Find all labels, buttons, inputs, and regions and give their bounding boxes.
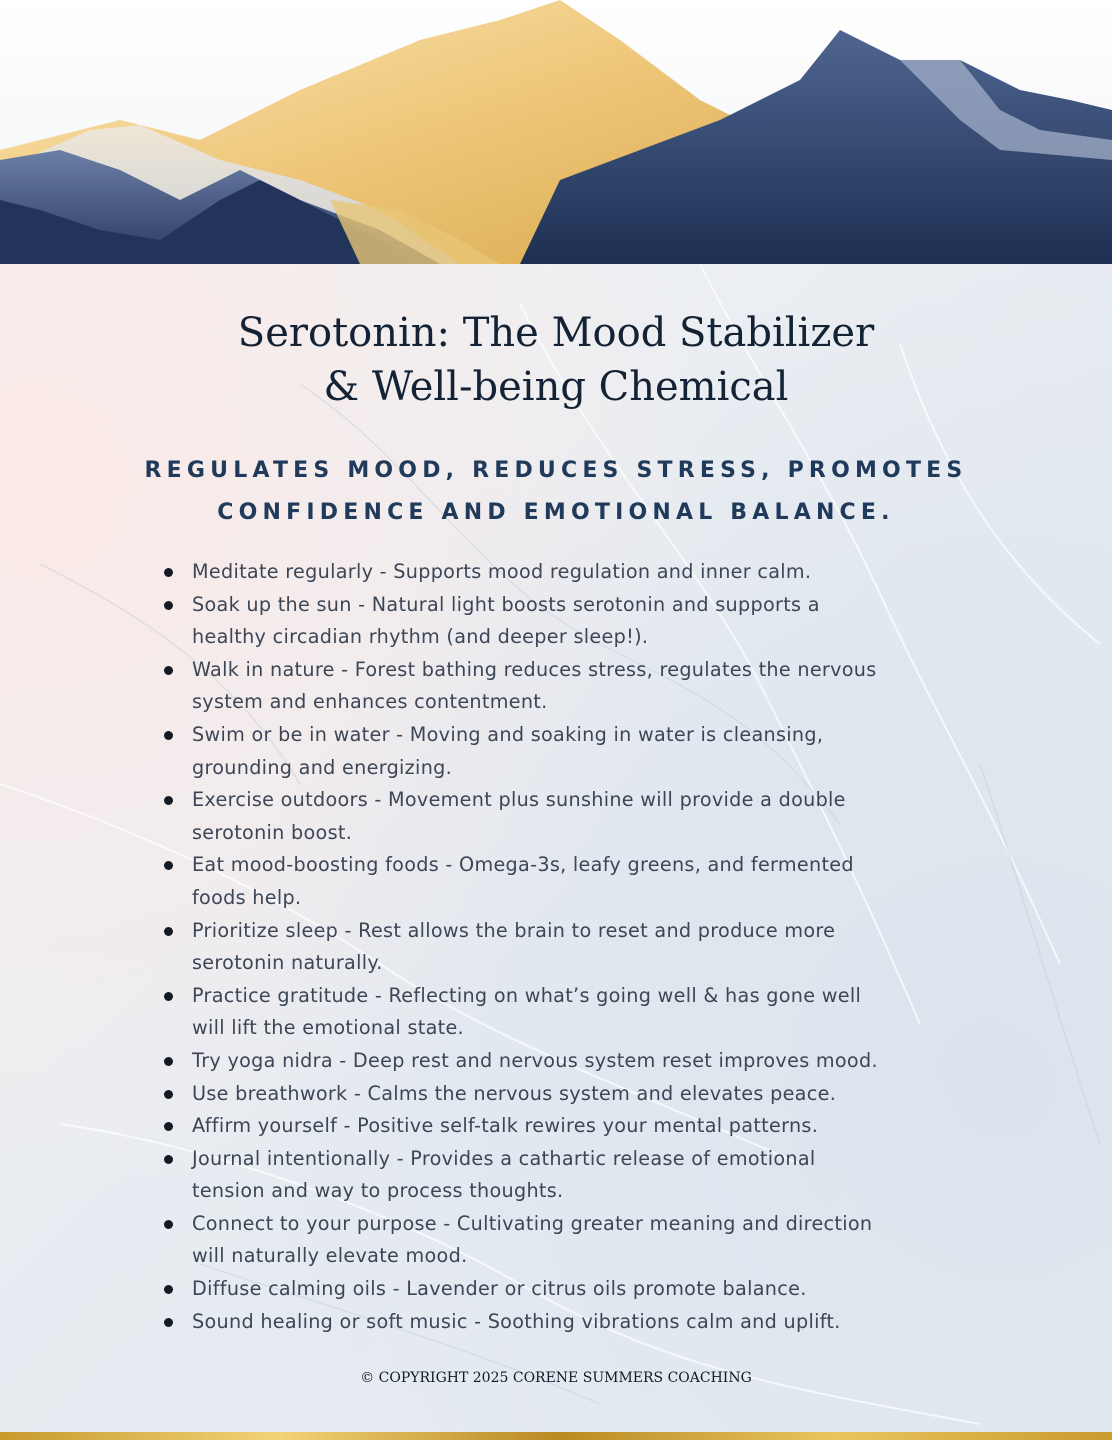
subtitle-line-2: CONFIDENCE AND EMOTIONAL BALANCE.	[217, 500, 895, 525]
bullet-dot-icon	[164, 1122, 173, 1131]
subtitle-tagline	[100, 450, 1012, 534]
bullet-dot-icon	[164, 992, 173, 1001]
list-item	[164, 654, 1014, 719]
gold-foil-border	[0, 1432, 1112, 1440]
title-line-2: & Well-being Chemical	[323, 364, 789, 410]
list-item-text-line: system and enhances contentment.	[192, 690, 548, 714]
list-item-text-line: Soak up the sun - Natural light boosts serotonin and supports a	[192, 592, 820, 616]
list-item	[164, 556, 1014, 589]
list-item-text-line: Try yoga nidra - Deep rest and nervous system reset improves mood.	[192, 1048, 878, 1072]
list-item-text-line: Exercise outdoors - Movement plus sunshine will provide a double	[192, 788, 846, 812]
list-item-text-line: Swim or be in water - Moving and soaking in water is cleansing,	[192, 722, 824, 746]
bullet-dot-icon	[164, 1057, 173, 1066]
bullet-dot-icon	[164, 1220, 173, 1229]
bullet-dot-icon	[164, 927, 173, 936]
copyright-footer: © COPYRIGHT 2025 CORENE SUMMERS COACHING	[360, 1370, 752, 1386]
list-item	[164, 1078, 1014, 1111]
list-item-text-line: grounding and energizing.	[192, 755, 453, 779]
bullet-dot-icon	[164, 1285, 173, 1294]
list-item-text-line: tension and way to process thoughts.	[192, 1179, 564, 1203]
list-item	[164, 1208, 1014, 1273]
list-item	[164, 849, 1014, 914]
mountain-header-illustration	[0, 0, 1112, 264]
list-item-text-line: Prioritize sleep - Rest allows the brain to reset and produce more	[192, 918, 836, 942]
bullet-dot-icon	[164, 666, 173, 675]
bullet-dot-icon	[164, 796, 173, 805]
list-item	[164, 1273, 1014, 1306]
list-item-text-line: serotonin naturally.	[192, 951, 383, 975]
list-item-text-line: Affirm yourself - Positive self-talk rewires your mental patterns.	[192, 1114, 819, 1138]
list-item-text-line: Sound healing or soft music - Soothing vibrations calm and uplift.	[192, 1309, 841, 1333]
list-item	[164, 784, 1014, 849]
list-item-text-line: Use breathwork - Calms the nervous system and elevates peace.	[192, 1081, 837, 1105]
bullet-dot-icon	[164, 1155, 173, 1164]
bullet-dot-icon	[164, 1318, 173, 1327]
bullet-dot-icon	[164, 568, 173, 577]
list-item	[164, 980, 1014, 1045]
list-item-text-line: Diffuse calming oils - Lavender or citrus oils promote balance.	[192, 1277, 807, 1301]
list-item-text-line: foods help.	[192, 885, 302, 909]
tips-list	[164, 556, 1014, 1338]
list-item	[164, 1143, 1014, 1208]
list-item	[164, 1306, 1014, 1339]
list-item-text-line: will lift the emotional state.	[192, 1016, 464, 1040]
list-item-text-line: Practice gratitude - Reflecting on what’s going well & has gone well	[192, 983, 862, 1007]
list-item	[164, 589, 1014, 654]
bullet-dot-icon	[164, 1090, 173, 1099]
list-item-text-line: healthy circadian rhythm (and deeper sleep!).	[192, 625, 649, 649]
list-item-text-line: Meditate regularly - Supports mood regulation and inner calm.	[192, 560, 812, 583]
subtitle-line-1: REGULATES MOOD, REDUCES STRESS, PROMOTES	[144, 458, 968, 483]
page-title	[0, 306, 1112, 414]
bullet-dot-icon	[164, 601, 173, 610]
list-item-text-line: serotonin boost.	[192, 820, 353, 844]
list-item	[164, 915, 1014, 980]
bullet-dot-icon	[164, 861, 173, 870]
title-line-1: Serotonin: The Mood Stabilizer	[237, 310, 875, 356]
list-item-text-line: Eat mood-boosting foods - Omega-3s, leafy greens, and fermented	[192, 853, 854, 877]
list-item	[164, 719, 1014, 784]
list-item-text-line: will naturally elevate mood.	[192, 1244, 468, 1268]
list-item	[164, 1045, 1014, 1078]
list-item	[164, 1110, 1014, 1143]
list-item-text-line: Journal intentionally - Provides a cathartic release of emotional	[192, 1146, 816, 1170]
bullet-dot-icon	[164, 731, 173, 740]
list-item-text-line: Walk in nature - Forest bathing reduces stress, regulates the nervous	[192, 657, 877, 681]
list-item-text-line: Connect to your purpose - Cultivating greater meaning and direction	[192, 1211, 873, 1235]
